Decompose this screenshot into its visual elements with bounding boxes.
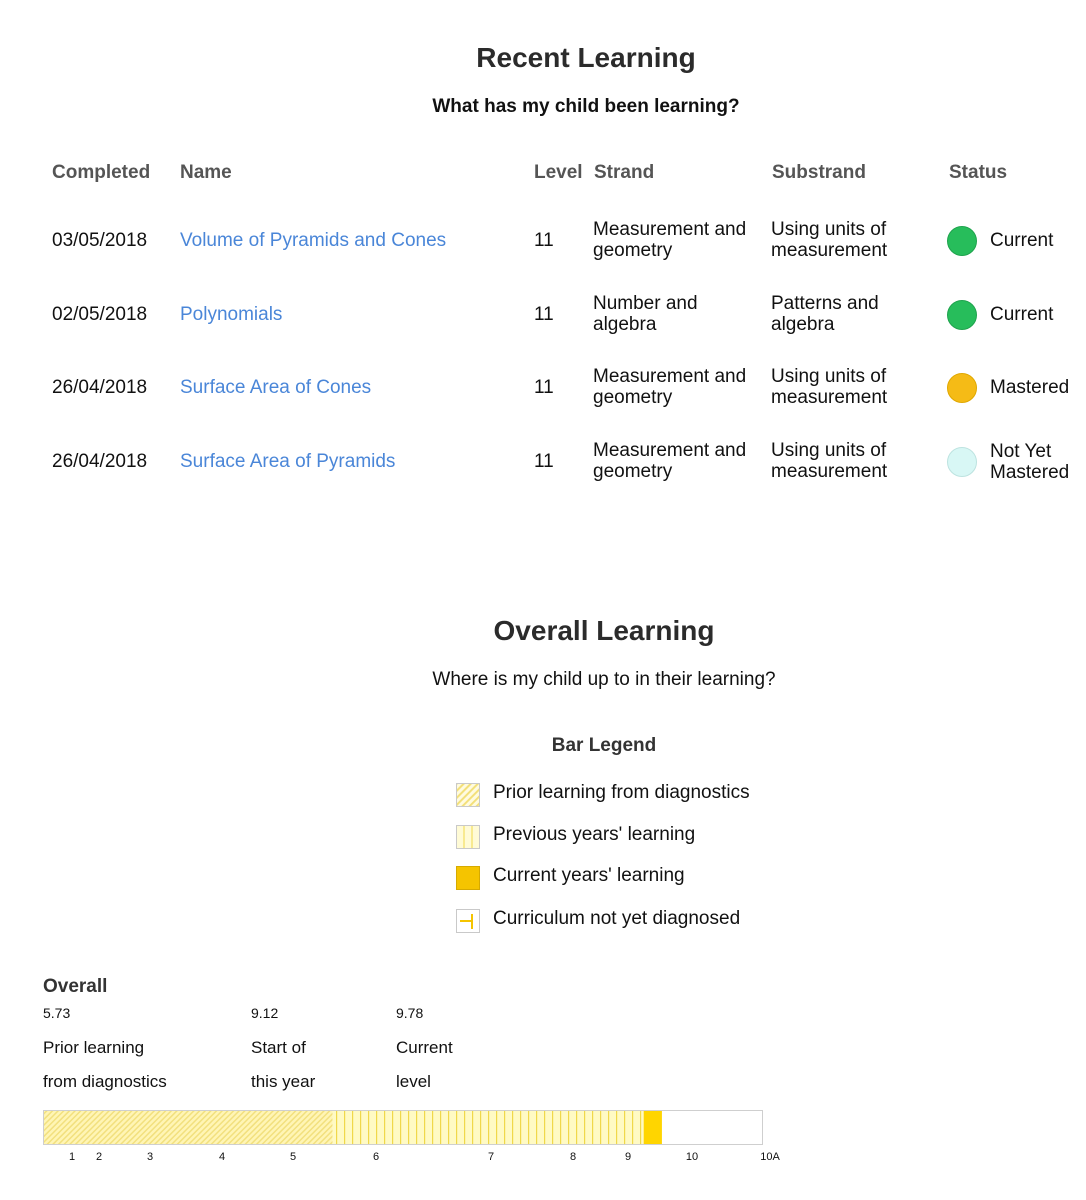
marker-value: 5.73 (43, 1005, 71, 1021)
previous-years-segment (333, 1111, 644, 1144)
substrand-line: Using units of (771, 366, 887, 387)
completed-date: 02/05/2018 (52, 304, 148, 325)
activity-link[interactable]: Surface Area of Cones (180, 377, 372, 398)
marker-value: 9.12 (251, 1005, 279, 1021)
substrand-line: Using units of (771, 440, 887, 461)
strand-value (593, 440, 746, 482)
tick-label: 9 (624, 1151, 632, 1163)
substrand-value (771, 293, 879, 335)
column-header-name: Name (180, 162, 232, 183)
substrand-line: Using units of (771, 219, 887, 240)
strand-line: geometry (593, 240, 673, 261)
strand-line: geometry (593, 461, 673, 482)
status-label (990, 377, 1069, 398)
marker-caption: Start of (251, 1038, 306, 1057)
strand-line: Number and (593, 293, 698, 314)
not-diagnosed-swatch-icon (456, 909, 480, 933)
tick-label: 5 (289, 1151, 297, 1163)
marker-caption: Current (396, 1038, 453, 1057)
completed-date: 26/04/2018 (52, 377, 148, 398)
recent-learning-title: Recent Learning (476, 42, 696, 73)
status-line: Mastered (990, 462, 1070, 483)
status-line: Current (990, 230, 1054, 251)
marker-caption: Prior learning (43, 1038, 145, 1057)
strand-line: Measurement and (593, 219, 747, 240)
activity-link[interactable]: Polynomials (180, 304, 283, 325)
strand-value (593, 293, 698, 335)
bar-legend-title: Bar Legend (551, 735, 657, 756)
tick-label: 7 (487, 1151, 495, 1163)
column-header-status: Status (949, 162, 1008, 183)
status-label (990, 230, 1053, 251)
substrand-value (771, 440, 887, 482)
level-value: 11 (534, 304, 554, 325)
legend-label: Current years' learning (493, 865, 685, 886)
substrand-line: measurement (771, 461, 888, 482)
marker-caption: from diagnostics (43, 1072, 167, 1091)
column-header-substrand: Substrand (772, 162, 866, 183)
overall-learning-title: Overall Learning (493, 615, 715, 646)
column-header-level: Level (534, 162, 583, 183)
prior-learning-segment (44, 1111, 333, 1144)
substrand-line: measurement (771, 387, 888, 408)
marker-caption: this year (251, 1072, 316, 1091)
tick-label: 4 (218, 1151, 226, 1163)
substrand-value (771, 366, 887, 408)
status-line: Current (990, 304, 1054, 325)
activity-link[interactable]: Surface Area of Pyramids (180, 451, 396, 472)
status-line: Not Yet (990, 441, 1052, 462)
activity-link[interactable]: Volume of Pyramids and Cones (180, 230, 447, 251)
column-header-strand: Strand (594, 162, 655, 183)
level-value: 11 (534, 451, 554, 472)
tick-label: 8 (569, 1151, 577, 1163)
status-label (990, 441, 1069, 483)
strand-line: Measurement and (593, 440, 747, 461)
marker-caption: level (396, 1072, 431, 1091)
diagonal-hatch-swatch-icon (456, 783, 480, 807)
legend-label: Previous years' learning (493, 824, 696, 845)
substrand-line: measurement (771, 240, 888, 261)
strand-value (593, 366, 746, 408)
tick-label: 6 (372, 1151, 380, 1163)
strand-value (593, 219, 746, 261)
marker-value: 9.78 (396, 1005, 424, 1021)
legend-label: Prior learning from diagnostics (493, 782, 750, 803)
status-not-yet-mastered-dot-icon (947, 447, 977, 477)
substrand-value (771, 219, 887, 261)
completed-date: 26/04/2018 (52, 451, 148, 472)
status-current-dot-icon (947, 300, 977, 330)
completed-date: 03/05/2018 (52, 230, 148, 251)
strand-line: algebra (593, 314, 657, 335)
level-value: 11 (534, 230, 554, 251)
solid-fill-swatch-icon (456, 866, 480, 890)
status-mastered-dot-icon (947, 373, 977, 403)
strand-line: Measurement and (593, 366, 747, 387)
current-year-segment (644, 1111, 662, 1144)
tick-label: 2 (95, 1151, 103, 1163)
status-label (990, 304, 1053, 325)
substrand-line: algebra (771, 314, 835, 335)
recent-learning-subtitle: What has my child been learning? (432, 96, 740, 117)
vertical-stripe-swatch-icon (456, 825, 480, 849)
tick-label: 1 (68, 1151, 76, 1163)
substrand-line: Patterns and (771, 293, 879, 314)
column-header-completed: Completed (52, 162, 151, 183)
tick-label: 10A (760, 1151, 780, 1163)
overall-progress-bar (0, 1100, 1086, 1170)
status-current-dot-icon (947, 226, 977, 256)
status-line: Mastered (990, 377, 1070, 398)
overall-learning-subtitle: Where is my child up to in their learning? (432, 669, 776, 690)
legend-label: Curriculum not yet diagnosed (493, 908, 741, 929)
tick-label: 3 (146, 1151, 154, 1163)
strand-line: geometry (593, 387, 673, 408)
tick-label: 10 (685, 1151, 699, 1163)
overall-bar-title: Overall (43, 976, 108, 997)
level-value: 11 (534, 377, 554, 398)
